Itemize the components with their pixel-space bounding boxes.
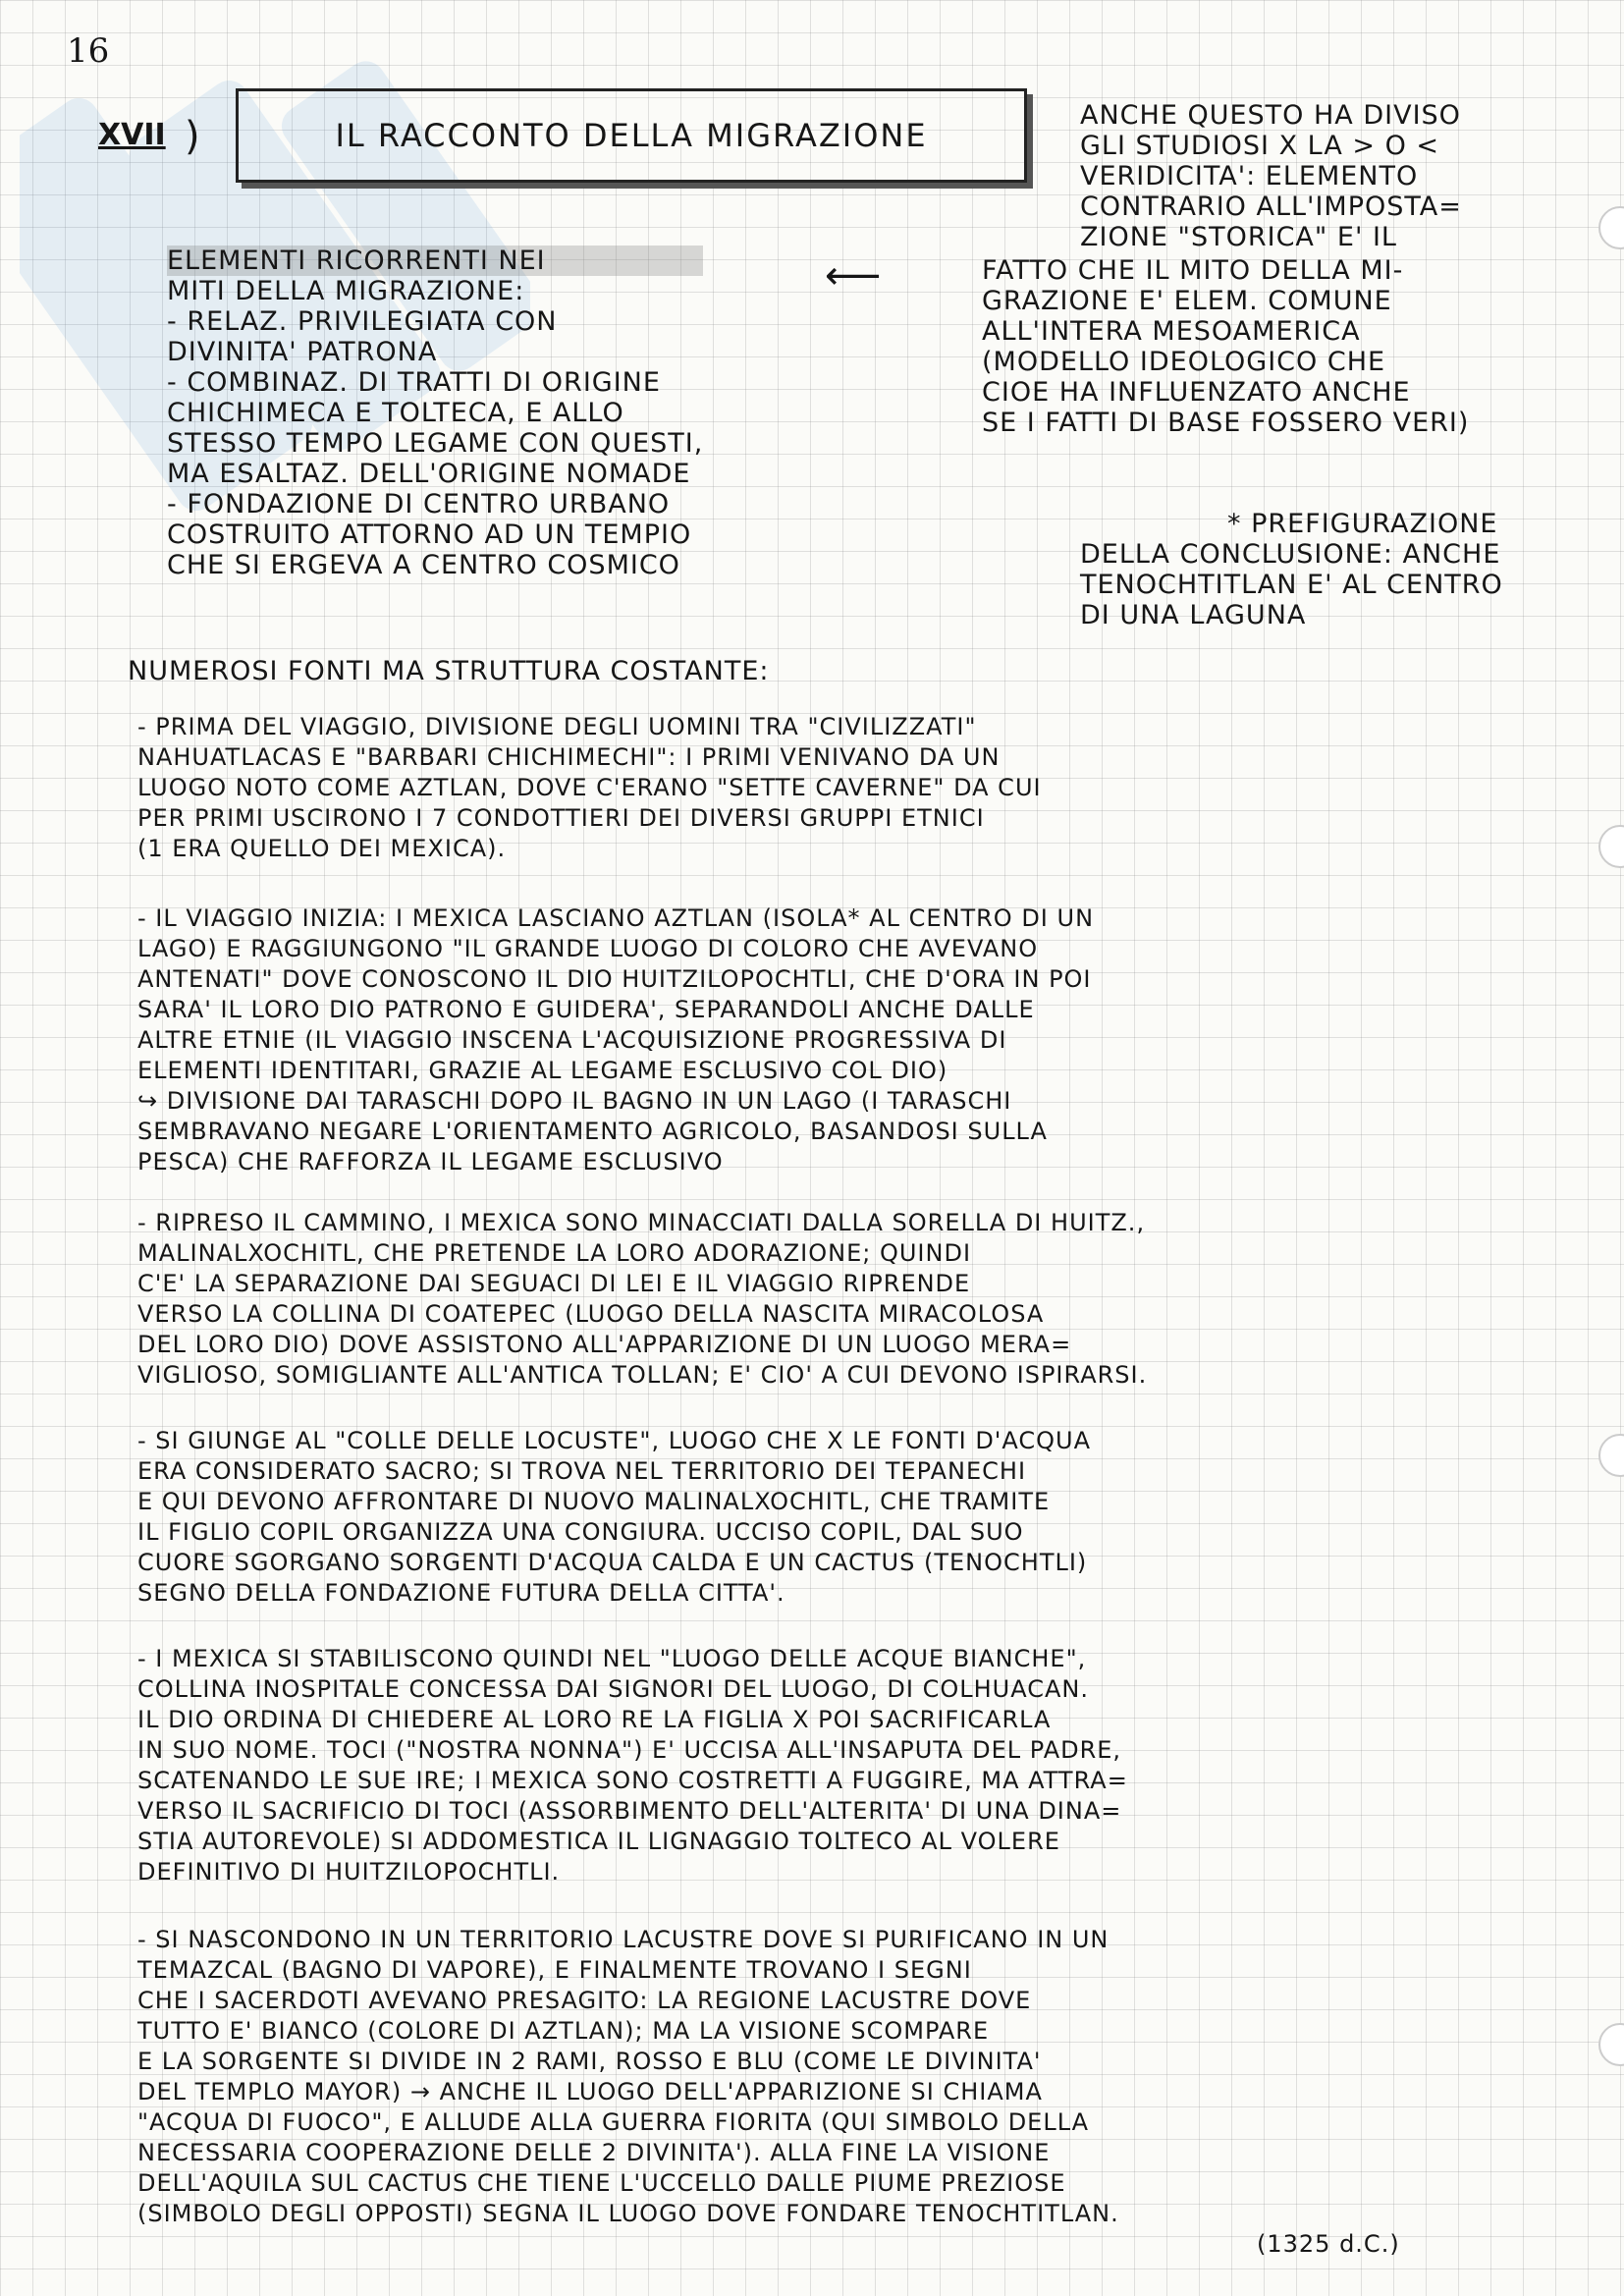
recurring-heading-line: ELEMENTI RICORRENTI NEI [167, 246, 703, 276]
paragraph-line: E LA SORGENTE SI DIVIDE IN 2 RAMI, ROSSO E BLU (COME LE DIVINITA' [137, 2048, 1042, 2075]
paragraph-line: CUORE SGORGANO SORGENTI D'ACQUA CALDA E UN CACTUS (TENOCHTLI) [137, 1549, 1088, 1576]
side-note [1080, 100, 1462, 252]
binder-hole [1598, 825, 1624, 868]
side-note-line: FATTO CHE IL MITO DELLA MI- [982, 255, 1404, 286]
paragraph-line: STIA AUTOREVOLE) SI ADDOMESTICA IL LIGNAGGIO TOLTECO AL VOLERE [137, 1828, 1060, 1855]
paragraph-line: E QUI DEVONO AFFRONTARE DI NUOVO MALINALXOCHITL, CHE TRAMITE [137, 1488, 1051, 1515]
paragraph-line: ↪ DIVISIONE DAI TARASCHI DOPO IL BAGNO IN UN LAGO (I TARASCHI [137, 1087, 1012, 1115]
side-note-line: ALL'INTERA MESOAMERICA [982, 316, 1361, 347]
paragraph-line: "ACQUA DI FUOCO", E ALLUDE ALLA GUERRA FIORITA (QUI SIMBOLO DELLA [137, 2108, 1090, 2136]
recurring-item: - COMBINAZ. DI TRATTI DI ORIGINE [167, 367, 661, 398]
side-note-line: GRAZIONE E' ELEM. COMUNE [982, 286, 1392, 316]
sources-heading: NUMEROSI FONTI MA STRUTTURA COSTANTE: [128, 656, 770, 686]
side-note-line: ZIONE "STORICA" E' IL [1080, 222, 1397, 252]
recurring-item: CHE SI ERGEVA A CENTRO COSMICO [167, 550, 680, 580]
section-paren: ) [185, 114, 200, 159]
paragraph-line: MALINALXOCHITL, CHE PRETENDE LA LORO ADORAZIONE; QUINDI [137, 1239, 972, 1267]
paragraph-line: (1325 d.C.) [1257, 2230, 1400, 2258]
prefiguration-line: * PREFIGURAZIONE [1227, 509, 1498, 539]
paragraph-3 [137, 1208, 1147, 1391]
side-note-line: VERIDICITA': ELEMENTO [1080, 161, 1419, 191]
left-arrow-icon: ⟵ [825, 253, 882, 299]
paragraph-line: LAGO) E RAGGIUNGONO "IL GRANDE LUOGO DI COLORO CHE AVEVANO [137, 935, 1039, 962]
paragraph-5 [137, 1644, 1128, 1887]
recurring-item: MA ESALTAZ. DELL'ORIGINE NOMADE [167, 459, 691, 489]
side-note-line: ANCHE QUESTO HA DIVISO [1080, 100, 1461, 131]
prefiguration-line: TENOCHTITLAN E' AL CENTRO [1080, 570, 1503, 600]
paragraph-line: C'E' LA SEPARAZIONE DAI SEGUACI DI LEI E IL VIAGGIO RIPRENDE [137, 1270, 971, 1297]
paragraph-line: PESCA) CHE RAFFORZA IL LEGAME ESCLUSIVO [137, 1148, 724, 1175]
recurring-item: - RELAZ. PRIVILEGIATA CON [167, 306, 558, 337]
recurring-heading-line: MITI DELLA MIGRAZIONE: [167, 276, 525, 306]
paragraph-line: SARA' IL LORO DIO PATRONO E GUIDERA', SEPARANDOLI ANCHE DALLE [137, 996, 1035, 1023]
paragraph-line: COLLINA INOSPITALE CONCESSA DAI SIGNORI DEL LUOGO, DI COLHUACAN. [137, 1675, 1089, 1703]
paragraph-line: IL DIO ORDINA DI CHIEDERE AL LORO RE LA FIGLIA X POI SACRIFICARLA [137, 1706, 1052, 1733]
recurring-elements [167, 246, 703, 580]
paragraph-line: - SI GIUNGE AL "COLLE DELLE LOCUSTE", LUOGO CHE X LE FONTI D'ACQUA [137, 1427, 1092, 1454]
paragraph-2 [137, 903, 1094, 1177]
paragraph-line: VERSO LA COLLINA DI COATEPEC (LUOGO DELLA NASCITA MIRACOLOSA [137, 1300, 1045, 1328]
paragraph-line: VIGLIOSO, SOMIGLIANTE ALL'ANTICA TOLLAN; E' CIO' A CUI DEVONO ISPIRARSI. [137, 1361, 1148, 1389]
paragraph-line: ANTENATI" DOVE CONOSCONO IL DIO HUITZILOPOCHTLI, CHE D'ORA IN POI [137, 965, 1092, 993]
recurring-item: CHICHIMECA E TOLTECA, E ALLO [167, 398, 624, 428]
paragraph-line: PER PRIMI USCIRONO I 7 CONDOTTIERI DEI DIVERSI GRUPPI ETNICI [137, 804, 985, 832]
prefiguration-line: DELLA CONCLUSIONE: ANCHE [1080, 539, 1501, 570]
section-title: IL RACCONTO DELLA MIGRAZIONE [236, 88, 1027, 183]
paragraph-line: ELEMENTI IDENTITARI, GRAZIE AL LEGAME ESCLUSIVO COL DIO) [137, 1057, 948, 1084]
paragraph-line: - IL VIAGGIO INIZIA: I MEXICA LASCIANO AZTLAN (ISOLA* AL CENTRO DI UN [137, 904, 1095, 932]
paragraph-line: IL FIGLIO COPIL ORGANIZZA UNA CONGIURA. UCCISO COPIL, DAL SUO [137, 1518, 1024, 1546]
paragraph-line: NECESSARIA COOPERAZIONE DELLE 2 DIVINITA'). ALLA FINE LA VISIONE [137, 2139, 1051, 2166]
paragraph-line: CHE I SACERDOTI AVEVANO PRESAGITO: LA REGIONE LACUSTRE DOVE [137, 1987, 1032, 2014]
side-note-cont [982, 255, 1469, 438]
paragraph-line: - PRIMA DEL VIAGGIO, DIVISIONE DEGLI UOMINI TRA "CIVILIZZATI" [137, 713, 977, 740]
prefiguration-line: DI UNA LAGUNA [1080, 600, 1307, 630]
paragraph-line: - I MEXICA SI STABILISCONO QUINDI NEL "LUOGO DELLE ACQUE BIANCHE", [137, 1645, 1087, 1672]
paragraph-line: ERA CONSIDERATO SACRO; SI TROVA NEL TERRITORIO DEI TEPANECHI [137, 1457, 1027, 1485]
paragraph-4 [137, 1426, 1091, 1609]
side-note-line: CONTRARIO ALL'IMPOSTA= [1080, 191, 1462, 222]
side-note-line: (MODELLO IDEOLOGICO CHE [982, 347, 1386, 377]
page-number: 16 [67, 31, 110, 71]
paragraph-line: (SIMBOLO DEGLI OPPOSTI) SEGNA IL LUOGO DOVE FONDARE TENOCHTITLAN. [137, 2200, 1119, 2227]
binder-hole [1598, 1434, 1624, 1477]
recurring-item: STESSO TEMPO LEGAME CON QUESTI, [167, 428, 704, 459]
paragraph-line: TEMAZCAL (BAGNO DI VAPORE), E FINALMENTE TROVANO I SEGNI [137, 1956, 972, 1984]
paragraph-line: ALTRE ETNIE (IL VIAGGIO INSCENA L'ACQUISIZIONE PROGRESSIVA DI [137, 1026, 1007, 1054]
paragraph-line: SEMBRAVANO NEGARE L'ORIENTAMENTO AGRICOLO, BASANDOSI SULLA [137, 1118, 1048, 1145]
paragraph-line: TUTTO E' BIANCO (COLORE DI AZTLAN); MA LA VISIONE SCOMPARE [137, 2017, 990, 2045]
paragraph-line: NAHUATLACAS E "BARBARI CHICHIMECHI": I PRIMI VENIVANO DA UN [137, 743, 1001, 771]
paragraph-line: LUOGO NOTO COME AZTLAN, DOVE C'ERANO "SETTE CAVERNE" DA CUI [137, 774, 1042, 801]
side-note-line: CIOE HA INFLUENZATO ANCHE [982, 377, 1411, 408]
recurring-item: COSTRUITO ATTORNO AD UN TEMPIO [167, 519, 692, 550]
binder-hole [1598, 2023, 1624, 2066]
paragraph-6 [137, 1925, 1400, 2260]
side-note-line: GLI STUDIOSI X LA > O < [1080, 131, 1440, 161]
paragraph-line: - SI NASCONDONO IN UN TERRITORIO LACUSTRE DOVE SI PURIFICANO IN UN [137, 1926, 1110, 1953]
side-note-line: SE I FATTI DI BASE FOSSERO VERI) [982, 408, 1470, 438]
paragraph-line: DELL'AQUILA SUL CACTUS CHE TIENE L'UCCELLO DALLE PIUME PREZIOSE [137, 2169, 1066, 2197]
paragraph-line: VERSO IL SACRIFICIO DI TOCI (ASSORBIMENTO DELL'ALTERITA' DI UNA DINA= [137, 1797, 1122, 1825]
paragraph-line: DEL LORO DIO) DOVE ASSISTONO ALL'APPARIZIONE DI UN LUOGO MERA= [137, 1331, 1072, 1358]
recurring-item: - FONDAZIONE DI CENTRO URBANO [167, 489, 671, 519]
paragraph-line: DEL TEMPLO MAYOR) → ANCHE IL LUOGO DELL'APPARIZIONE SI CHIAMA [137, 2078, 1043, 2105]
paragraph-line: - RIPRESO IL CAMMINO, I MEXICA SONO MINACCIATI DALLA SORELLA DI HUITZ., [137, 1209, 1146, 1236]
paragraph-line: (1 ERA QUELLO DEI MEXICA). [137, 835, 507, 862]
paragraph-line: SCATENANDO LE SUE IRE; I MEXICA SONO COSTRETTI A FUGGIRE, MA ATTRA= [137, 1767, 1128, 1794]
section-number: XVII [98, 118, 166, 152]
recurring-item: DIVINITA' PATRONA [167, 337, 438, 367]
prefiguration-note [1080, 509, 1503, 630]
binder-hole [1598, 206, 1624, 249]
paragraph-line: DEFINITIVO DI HUITZILOPOCHTLI. [137, 1858, 561, 1886]
paragraph-1 [137, 712, 1042, 864]
paragraph-line: IN SUO NOME. TOCI ("NOSTRA NONNA") E' UCCISA ALL'INSAPUTA DEL PADRE, [137, 1736, 1122, 1764]
paragraph-line: SEGNO DELLA FONDAZIONE FUTURA DELLA CITTA'. [137, 1579, 785, 1607]
